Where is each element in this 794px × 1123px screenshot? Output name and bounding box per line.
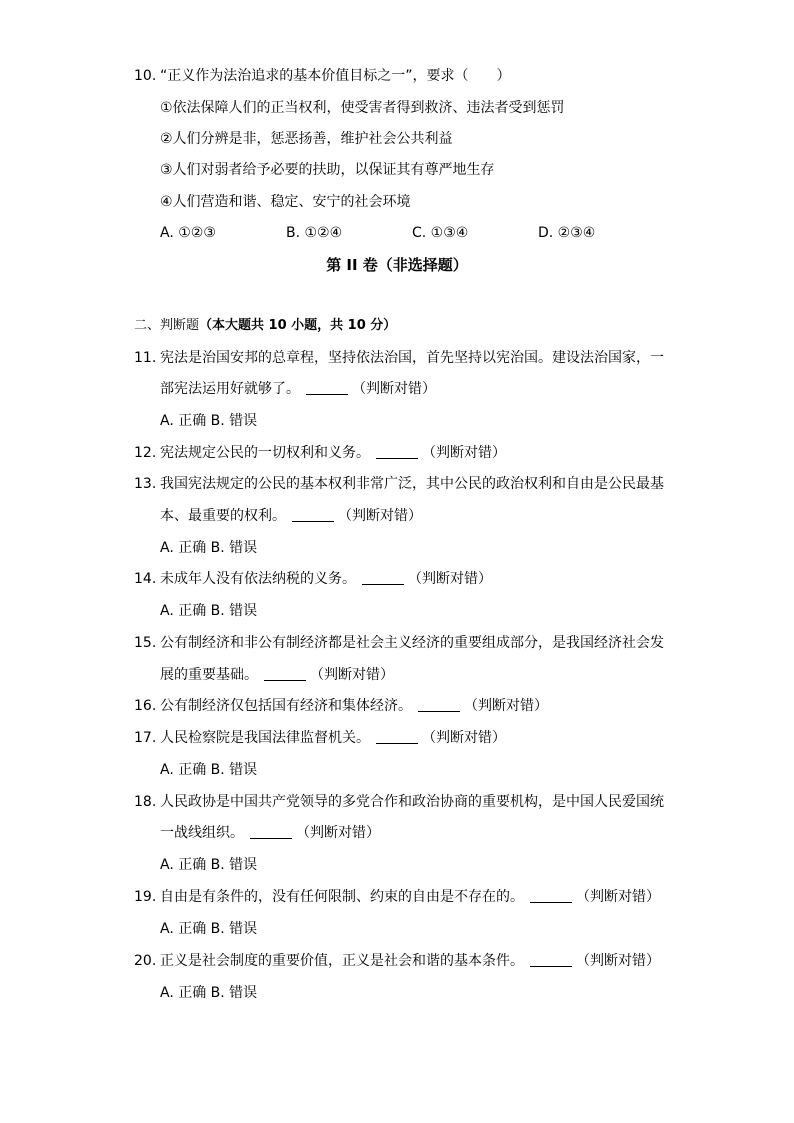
choice-item: ③人们对弱者给予必要的扶助，以保证其有尊严地生存 [160, 162, 495, 178]
judge-hint: （判断对错） [310, 667, 394, 683]
option-a: A. ①②③ [160, 225, 216, 241]
choice-item: ①依法保障人们的正当权利，使受害者得到救济、违法者受到惩罚 [160, 100, 565, 116]
judge-hint: （判断对错） [422, 730, 506, 746]
question-text-cont: 未成年人没有依法纳税的义务。 [160, 571, 356, 587]
question-text: 公有制经济和非公有制经济都是社会主义经济的重要组成部分，是我国经济社会发 [160, 635, 664, 651]
section-suffix: （本大题共 10 小题，共 10 分） [199, 318, 397, 333]
judge-hint: （判断对错） [296, 825, 380, 841]
question-text-cont: 人民检察院是我国法律监督机关。 [160, 730, 370, 746]
judge-hint: （判断对错） [338, 508, 422, 524]
question-text: 宪法是治国安邦的总章程，坚持依法治国，首先坚持以宪治国。建设法治国家，一 [160, 350, 664, 366]
answer-blank[interactable] [376, 444, 418, 459]
judge-hint: （判断对错） [464, 698, 548, 714]
question-text-cont: 本、最重要的权利。 [160, 508, 286, 524]
question-text-cont: 正义是社会制度的重要价值，正义是社会和谐的基本条件。 [160, 953, 524, 969]
answer-blank[interactable] [362, 570, 404, 585]
judge-hint: （判断对错） [408, 571, 492, 587]
question-text [160, 951, 660, 971]
judge-hint: （判断对错） [352, 381, 436, 397]
question-text-cont: 自由是有条件的，没有任何限制、约束的自由是不存在的。 [160, 889, 524, 905]
answer-blank[interactable] [530, 952, 572, 967]
question-number: 12. [134, 445, 157, 461]
answer-blank[interactable] [264, 666, 306, 681]
question-text-cont: 一战线组织。 [160, 825, 244, 841]
answer-blank[interactable] [530, 888, 572, 903]
question-number: 14. [134, 571, 157, 587]
question-number: 16. [134, 698, 157, 714]
question-text [160, 506, 422, 526]
part-title: 第 II 卷（非选择题） [326, 256, 468, 274]
section-prefix: 二、判断题 [134, 318, 200, 333]
answer-options: A. 正确 B. 错误 [160, 413, 258, 429]
choice-item: ④人们营造和谐、稳定、安宁的社会环境 [160, 194, 411, 210]
question-text-cont: 宪法规定公民的一切权利和义务。 [160, 445, 370, 461]
question-text [160, 728, 506, 748]
answer-blank[interactable] [376, 729, 418, 744]
section-title [134, 316, 396, 336]
question-text [160, 443, 506, 463]
question-number: 11. [134, 350, 157, 366]
question-number: 13. [134, 476, 157, 492]
question-text: 人民政协是中国共产党领导的多党合作和政治协商的重要机构，是中国人民爱国统 [160, 794, 664, 810]
question-number: 10. [134, 68, 157, 84]
answer-options: A. 正确 B. 错误 [160, 762, 258, 778]
question-number: 20. [134, 953, 157, 969]
question-text [160, 887, 660, 907]
answer-options: A. 正确 B. 错误 [160, 921, 258, 937]
answer-blank[interactable] [292, 507, 334, 522]
answer-options: A. 正确 B. 错误 [160, 985, 258, 1001]
question-number: 18. [134, 794, 157, 810]
question-text [160, 379, 436, 399]
question-stem: “正义作为法治追求的基本价值目标之一”，要求（ ） [160, 68, 511, 84]
question-text-cont: 公有制经济仅包括国有经济和集体经济。 [160, 698, 412, 714]
question-text-cont: 展的重要基础。 [160, 667, 258, 683]
question-text [160, 823, 380, 843]
answer-options: A. 正确 B. 错误 [160, 857, 258, 873]
answer-blank[interactable] [418, 697, 460, 712]
question-text: 我国宪法规定的公民的基本权利非常广泛，其中公民的政治权利和自由是公民最基 [160, 476, 664, 492]
answer-blank[interactable] [250, 824, 292, 839]
question-text [160, 696, 548, 716]
answer-options: A. 正确 B. 错误 [160, 603, 258, 619]
question-text-cont: 部宪法运用好就够了。 [160, 381, 300, 397]
judge-hint: （判断对错） [576, 953, 660, 969]
question-number: 17. [134, 730, 157, 746]
question-number: 19. [134, 889, 157, 905]
question-text [160, 569, 492, 589]
option-d: D. ②③④ [538, 225, 596, 241]
choice-item: ②人们分辨是非，惩恶扬善，维护社会公共利益 [160, 131, 453, 147]
judge-hint: （判断对错） [422, 445, 506, 461]
answer-blank[interactable] [306, 380, 348, 395]
option-b: B. ①②④ [286, 225, 343, 241]
question-number: 15. [134, 635, 157, 651]
answer-options: A. 正确 B. 错误 [160, 540, 258, 556]
judge-hint: （判断对错） [576, 889, 660, 905]
question-text [160, 665, 394, 685]
option-c: C. ①③④ [412, 225, 469, 241]
